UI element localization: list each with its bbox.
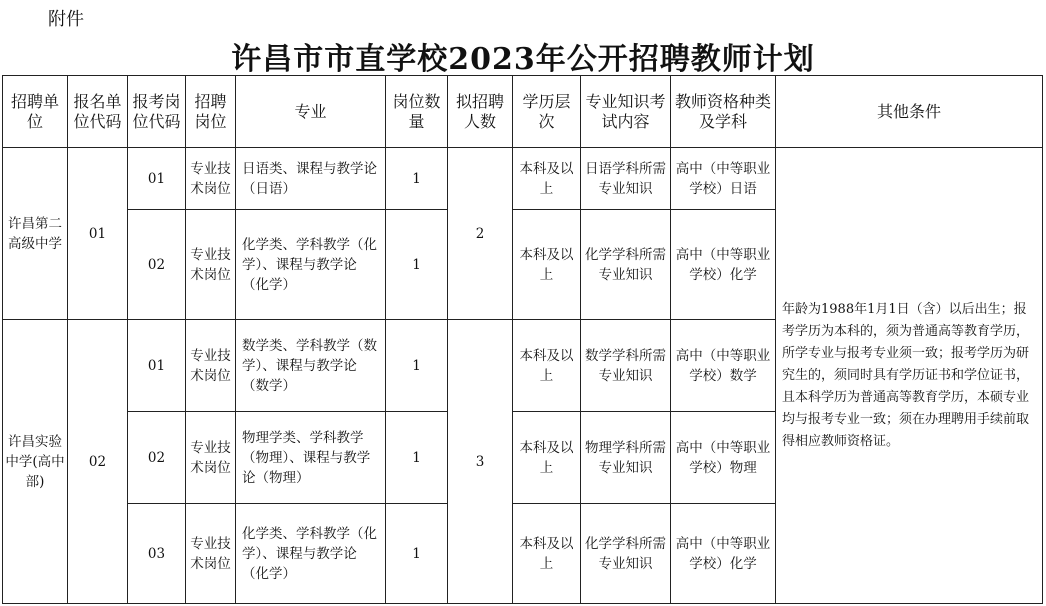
unit-code: 02	[68, 320, 128, 604]
header-post-code: 报考岗位代码	[128, 76, 186, 148]
plan-count: 3	[448, 320, 513, 604]
education: 本科及以上	[513, 148, 581, 210]
post-name: 专业技术岗位	[186, 210, 236, 320]
post-code: 01	[128, 320, 186, 412]
header-education: 学历层次	[513, 76, 581, 148]
post-count: 1	[386, 210, 448, 320]
post-name: 专业技术岗位	[186, 148, 236, 210]
header-row	[3, 76, 1043, 148]
plan-count: 2	[448, 148, 513, 320]
education: 本科及以上	[513, 504, 581, 604]
post-code: 01	[128, 148, 186, 210]
major: 化学类、学科教学（化学）、课程与教学论（化学）	[236, 210, 386, 320]
header-unit-code: 报名单位代码	[68, 76, 128, 148]
post-name: 专业技术岗位	[186, 320, 236, 412]
attachment-label: 附件	[48, 9, 84, 30]
education: 本科及以上	[513, 412, 581, 504]
post-code: 02	[128, 412, 186, 504]
qualification: 高中（中等职业学校）数学	[671, 320, 776, 412]
header-post: 招聘岗位	[186, 76, 236, 148]
unit-name: 许昌第二高级中学	[3, 148, 68, 320]
header-plan-count: 拟招聘人数	[448, 76, 513, 148]
qualification: 高中（中等职业学校）化学	[671, 504, 776, 604]
recruitment-plan-table	[2, 75, 1043, 604]
table-row	[3, 148, 1043, 210]
exam-content: 化学学科所需专业知识	[581, 504, 671, 604]
exam-content: 数学学科所需专业知识	[581, 320, 671, 412]
unit-code: 01	[68, 148, 128, 320]
header-exam: 专业知识考试内容	[581, 76, 671, 148]
post-name: 专业技术岗位	[186, 504, 236, 604]
exam-content: 物理学科所需专业知识	[581, 412, 671, 504]
post-code: 03	[128, 504, 186, 604]
post-count: 1	[386, 148, 448, 210]
unit-name: 许昌实验中学(高中部)	[3, 320, 68, 604]
header-unit: 招聘单位	[3, 76, 68, 148]
post-count: 1	[386, 504, 448, 604]
post-code: 02	[128, 210, 186, 320]
major: 数学类、学科教学（数学）、课程与教学论（数学）	[236, 320, 386, 412]
other-conditions: 年龄为1988年1月1日（含）以后出生；报考学历为本科的，须为普通高等教育学历，所学专业与报考专业须一致；报考学历为研究生的，须同时具有学历证书和学位证书，且本科学历为普通高等教育学历，本硕专业均与报考专业一致；须在办理聘用手续前取得相应教师资格证。	[776, 148, 1043, 604]
header-qualification: 教师资格种类及学科	[671, 76, 776, 148]
page-title: 许昌市市直学校2023年公开招聘教师计划	[231, 42, 815, 77]
education: 本科及以上	[513, 210, 581, 320]
post-count: 1	[386, 412, 448, 504]
exam-content: 化学学科所需专业知识	[581, 210, 671, 320]
qualification: 高中（中等职业学校）化学	[671, 210, 776, 320]
major: 日语类、课程与教学论（日语）	[236, 148, 386, 210]
header-other: 其他条件	[776, 76, 1043, 148]
qualification: 高中（中等职业学校）物理	[671, 412, 776, 504]
education: 本科及以上	[513, 320, 581, 412]
post-name: 专业技术岗位	[186, 412, 236, 504]
exam-content: 日语学科所需专业知识	[581, 148, 671, 210]
post-count: 1	[386, 320, 448, 412]
qualification: 高中（中等职业学校）日语	[671, 148, 776, 210]
major: 物理学类、学科教学（物理）、课程与教学论（物理）	[236, 412, 386, 504]
header-post-count: 岗位数量	[386, 76, 448, 148]
major: 化学类、学科教学（化学）、课程与教学论（化学）	[236, 504, 386, 604]
header-major: 专业	[236, 76, 386, 148]
